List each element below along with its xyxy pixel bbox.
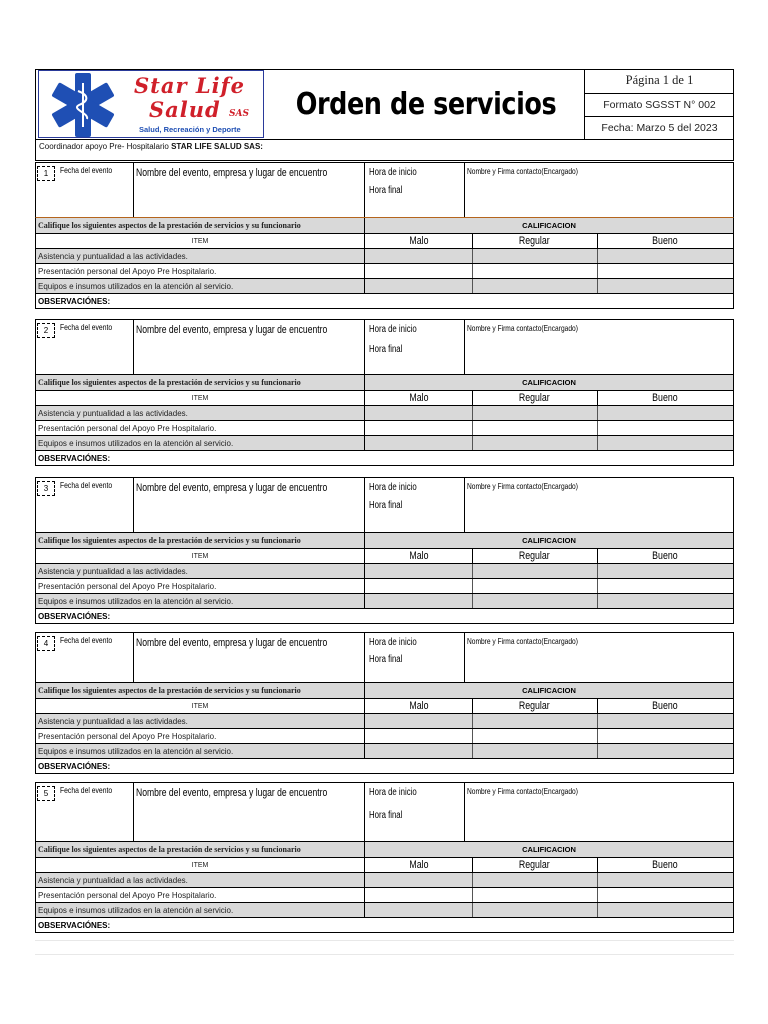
rating-bueno-label: Bueno [652,392,678,404]
company-logo [38,70,264,138]
evaluation-item-row [36,728,733,743]
item-label: Asistencia y puntualidad a las actividades. [36,873,365,887]
evaluation-instruction: Califique los siguientes aspectos de la prestación de servicios y su funcionario [36,842,365,857]
logo-sas: SAS [229,109,249,119]
evaluation-table [35,218,734,309]
logo-text-line2: Salud [149,97,221,122]
rating-malo-label: Malo [408,859,429,871]
coordinator-value: STAR LIFE SALUD SAS: [171,142,263,151]
item-rating-cells[interactable] [365,714,733,728]
event-name-cell[interactable] [134,783,365,841]
contact-signature-label: Nombre y Firma contacto(Encargado) [467,323,578,333]
footer-divider [35,940,734,941]
item-rating-cells[interactable] [365,564,733,578]
evaluation-header-row [36,218,733,233]
format-code: Formato SGSST N° 002 [585,93,734,117]
block-number: 2 [37,323,55,338]
start-time-label: Hora de inicio [369,637,417,648]
evaluation-item-row [36,420,733,435]
item-rating-cells[interactable] [365,729,733,743]
evaluation-header-row [36,533,733,548]
rating-bueno-label: Bueno [652,235,678,247]
rating-header: CALIFICACION [522,686,576,695]
evaluation-item-row [36,278,733,293]
contact-signature-cell[interactable] [465,783,733,841]
evaluation-instruction: Califique los siguientes aspectos de la prestación de servicios y su funcionario [36,218,365,233]
event-name-label: Nombre del evento, empresa y lugar de encuentro [136,482,328,494]
evaluation-columns-row [36,698,733,713]
evaluation-columns-row [36,857,733,872]
end-time-label: Hora final [369,654,403,665]
logo-tagline: Salud, Recreación y Deporte [139,125,241,134]
rating-malo-label: Malo [408,550,429,562]
event-name-label: Nombre del evento, empresa y lugar de encuentro [136,787,328,799]
item-label: Equipos e insumos utilizados en la atención al servicio. [36,279,365,293]
evaluation-item-row [36,578,733,593]
evaluation-item-row [36,263,733,278]
contact-signature-label: Nombre y Firma contacto(Encargado) [467,786,578,796]
evaluation-item-row [36,435,733,450]
item-rating-cells[interactable] [365,903,733,917]
document-meta [584,69,734,140]
evaluation-table [35,375,734,466]
end-time-label: Hora final [369,810,403,821]
item-rating-cells[interactable] [365,888,733,902]
observations-label: OBSERVACIÓNES [38,920,108,930]
coordinator-row [35,140,734,161]
event-name-label: Nombre del evento, empresa y lugar de encuentro [136,637,328,649]
logo-text-line1: Star Life [134,73,245,98]
item-rating-cells[interactable] [365,249,733,263]
evaluation-table [35,533,734,624]
event-date-cell[interactable] [36,163,134,217]
start-time-label: Hora de inicio [369,482,417,493]
evaluation-columns-row [36,390,733,405]
item-header: ITEM [36,549,365,563]
item-header: ITEM [36,858,365,872]
service-block [35,319,734,466]
item-label: Presentación personal del Apoyo Pre Hospitalario. [36,888,365,902]
item-label: Asistencia y puntualidad a las actividades. [36,249,365,263]
observations-row[interactable] [36,450,733,465]
rating-header: CALIFICACION [522,536,576,545]
contact-signature-cell[interactable] [465,633,733,682]
evaluation-instruction: Califique los siguientes aspectos de la prestación de servicios y su funcionario [36,683,365,698]
start-time-label: Hora de inicio [369,324,417,335]
event-name-cell[interactable] [134,633,365,682]
item-label: Asistencia y puntualidad a las actividades. [36,714,365,728]
evaluation-item-row [36,405,733,420]
event-info-row [35,632,734,683]
item-rating-cells[interactable] [365,421,733,435]
event-date-label: Fecha del evento [60,785,113,795]
observations-label: OBSERVACIÓNES [38,453,108,463]
event-date-label: Fecha del evento [60,480,113,490]
service-block [35,782,734,933]
item-label: Presentación personal del Apoyo Pre Hospitalario. [36,264,365,278]
contact-signature-label: Nombre y Firma contacto(Encargado) [467,636,578,646]
evaluation-item-row [36,887,733,902]
item-label: Presentación personal del Apoyo Pre Hospitalario. [36,729,365,743]
rating-regular-label: Regular [519,235,550,247]
rating-header: CALIFICACION [522,378,576,387]
observations-row[interactable] [36,917,733,932]
event-date-cell[interactable] [36,633,134,682]
item-label: Equipos e insumos utilizados en la atención al servicio. [36,436,365,450]
item-header: ITEM [36,391,365,405]
item-label: Presentación personal del Apoyo Pre Hospitalario. [36,421,365,435]
item-header: ITEM [36,699,365,713]
block-number: 5 [37,786,55,801]
event-info-row [35,782,734,842]
event-info-row [35,319,734,375]
event-time-cell[interactable] [365,163,465,217]
start-time-label: Hora de inicio [369,167,417,178]
evaluation-instruction: Califique los siguientes aspectos de la prestación de servicios y su funcionario [36,533,365,548]
observations-row[interactable] [36,293,733,308]
item-label: Presentación personal del Apoyo Pre Hospitalario. [36,579,365,593]
observations-colon: : [107,453,111,463]
end-time-label: Hora final [369,344,403,355]
evaluation-table [35,683,734,774]
event-info-row [35,162,734,218]
evaluation-item-row [36,743,733,758]
item-rating-cells[interactable] [365,594,733,608]
item-rating-cells[interactable] [365,873,733,887]
evaluation-header-row [36,683,733,698]
item-label: Asistencia y puntualidad a las actividades. [36,406,365,420]
rating-regular-label: Regular [519,859,550,871]
item-header: ITEM [36,234,365,248]
service-block [35,162,734,309]
evaluation-instruction: Califique los siguientes aspectos de la prestación de servicios y su funcionario [36,375,365,390]
event-name-cell[interactable] [134,163,365,217]
item-label: Equipos e insumos utilizados en la atención al servicio. [36,744,365,758]
evaluation-item-row [36,563,733,578]
rating-regular-label: Regular [519,700,550,712]
event-name-cell[interactable] [134,478,365,532]
event-info-row [35,477,734,533]
page-number: Página 1 de 1 [625,73,694,88]
event-name-label: Nombre del evento, empresa y lugar de encuentro [136,167,328,179]
event-time-cell[interactable] [365,783,465,841]
item-label: Equipos e insumos utilizados en la atención al servicio. [36,594,365,608]
observations-label: OBSERVACIÓNES [38,761,108,771]
event-date-label: Fecha del evento [60,165,113,175]
observations-colon: : [107,761,111,771]
evaluation-header-row [36,842,733,857]
observations-colon: : [107,296,111,306]
observations-colon: : [107,920,111,930]
event-time-cell[interactable] [365,478,465,532]
event-time-cell[interactable] [365,320,465,374]
coordinator-label: Coordinador apoyo Pre- Hospitalario [39,142,169,151]
observations-row[interactable] [36,758,733,773]
service-block [35,632,734,774]
contact-signature-label: Nombre y Firma contacto(Encargado) [467,166,578,176]
contact-signature-cell[interactable] [465,478,733,532]
rating-bueno-label: Bueno [652,700,678,712]
block-number: 4 [37,636,55,651]
event-date-cell[interactable] [36,478,134,532]
start-time-label: Hora de inicio [369,787,417,798]
event-date-cell[interactable] [36,783,134,841]
item-rating-cells[interactable] [365,436,733,450]
rating-bueno-label: Bueno [652,859,678,871]
end-time-label: Hora final [369,185,403,196]
contact-signature-cell[interactable] [465,320,733,374]
end-time-label: Hora final [369,500,403,511]
rating-bueno-label: Bueno [652,550,678,562]
evaluation-item-row [36,593,733,608]
observations-label: OBSERVACIÓNES [38,296,108,306]
evaluation-item-row [36,902,733,917]
observations-row[interactable] [36,608,733,623]
observations-label: OBSERVACIÓNES [38,611,108,621]
rating-header: CALIFICACION [522,845,576,854]
contact-signature-label: Nombre y Firma contacto(Encargado) [467,481,578,491]
document-title: Orden de servicios [295,86,557,122]
event-date-cell[interactable] [36,320,134,374]
rating-regular-label: Regular [519,392,550,404]
item-rating-cells[interactable] [365,279,733,293]
evaluation-columns-row [36,548,733,563]
rating-malo-label: Malo [408,392,429,404]
event-date-label: Fecha del evento [60,635,113,645]
rating-regular-label: Regular [519,550,550,562]
rating-malo-label: Malo [408,235,429,247]
item-label: Equipos e insumos utilizados en la atención al servicio. [36,903,365,917]
rating-malo-label: Malo [408,700,429,712]
contact-signature-cell[interactable] [465,163,733,217]
evaluation-item-row [36,872,733,887]
item-rating-cells[interactable] [365,744,733,758]
evaluation-header-row [36,375,733,390]
event-name-cell[interactable] [134,320,365,374]
item-rating-cells[interactable] [365,579,733,593]
evaluation-item-row [36,713,733,728]
event-name-label: Nombre del evento, empresa y lugar de encuentro [136,324,328,336]
event-date-label: Fecha del evento [60,322,113,332]
item-rating-cells[interactable] [365,406,733,420]
observations-colon: : [107,611,111,621]
block-number: 1 [37,166,55,181]
block-number: 3 [37,481,55,496]
document-date: Fecha: Marzo 5 del 2023 [585,116,734,140]
evaluation-table [35,842,734,933]
rating-header: CALIFICACION [522,221,576,230]
evaluation-columns-row [36,233,733,248]
event-time-cell[interactable] [365,633,465,682]
evaluation-item-row [36,248,733,263]
item-label: Asistencia y puntualidad a las actividades. [36,564,365,578]
service-block [35,477,734,624]
item-rating-cells[interactable] [365,264,733,278]
footer-divider [35,954,734,955]
